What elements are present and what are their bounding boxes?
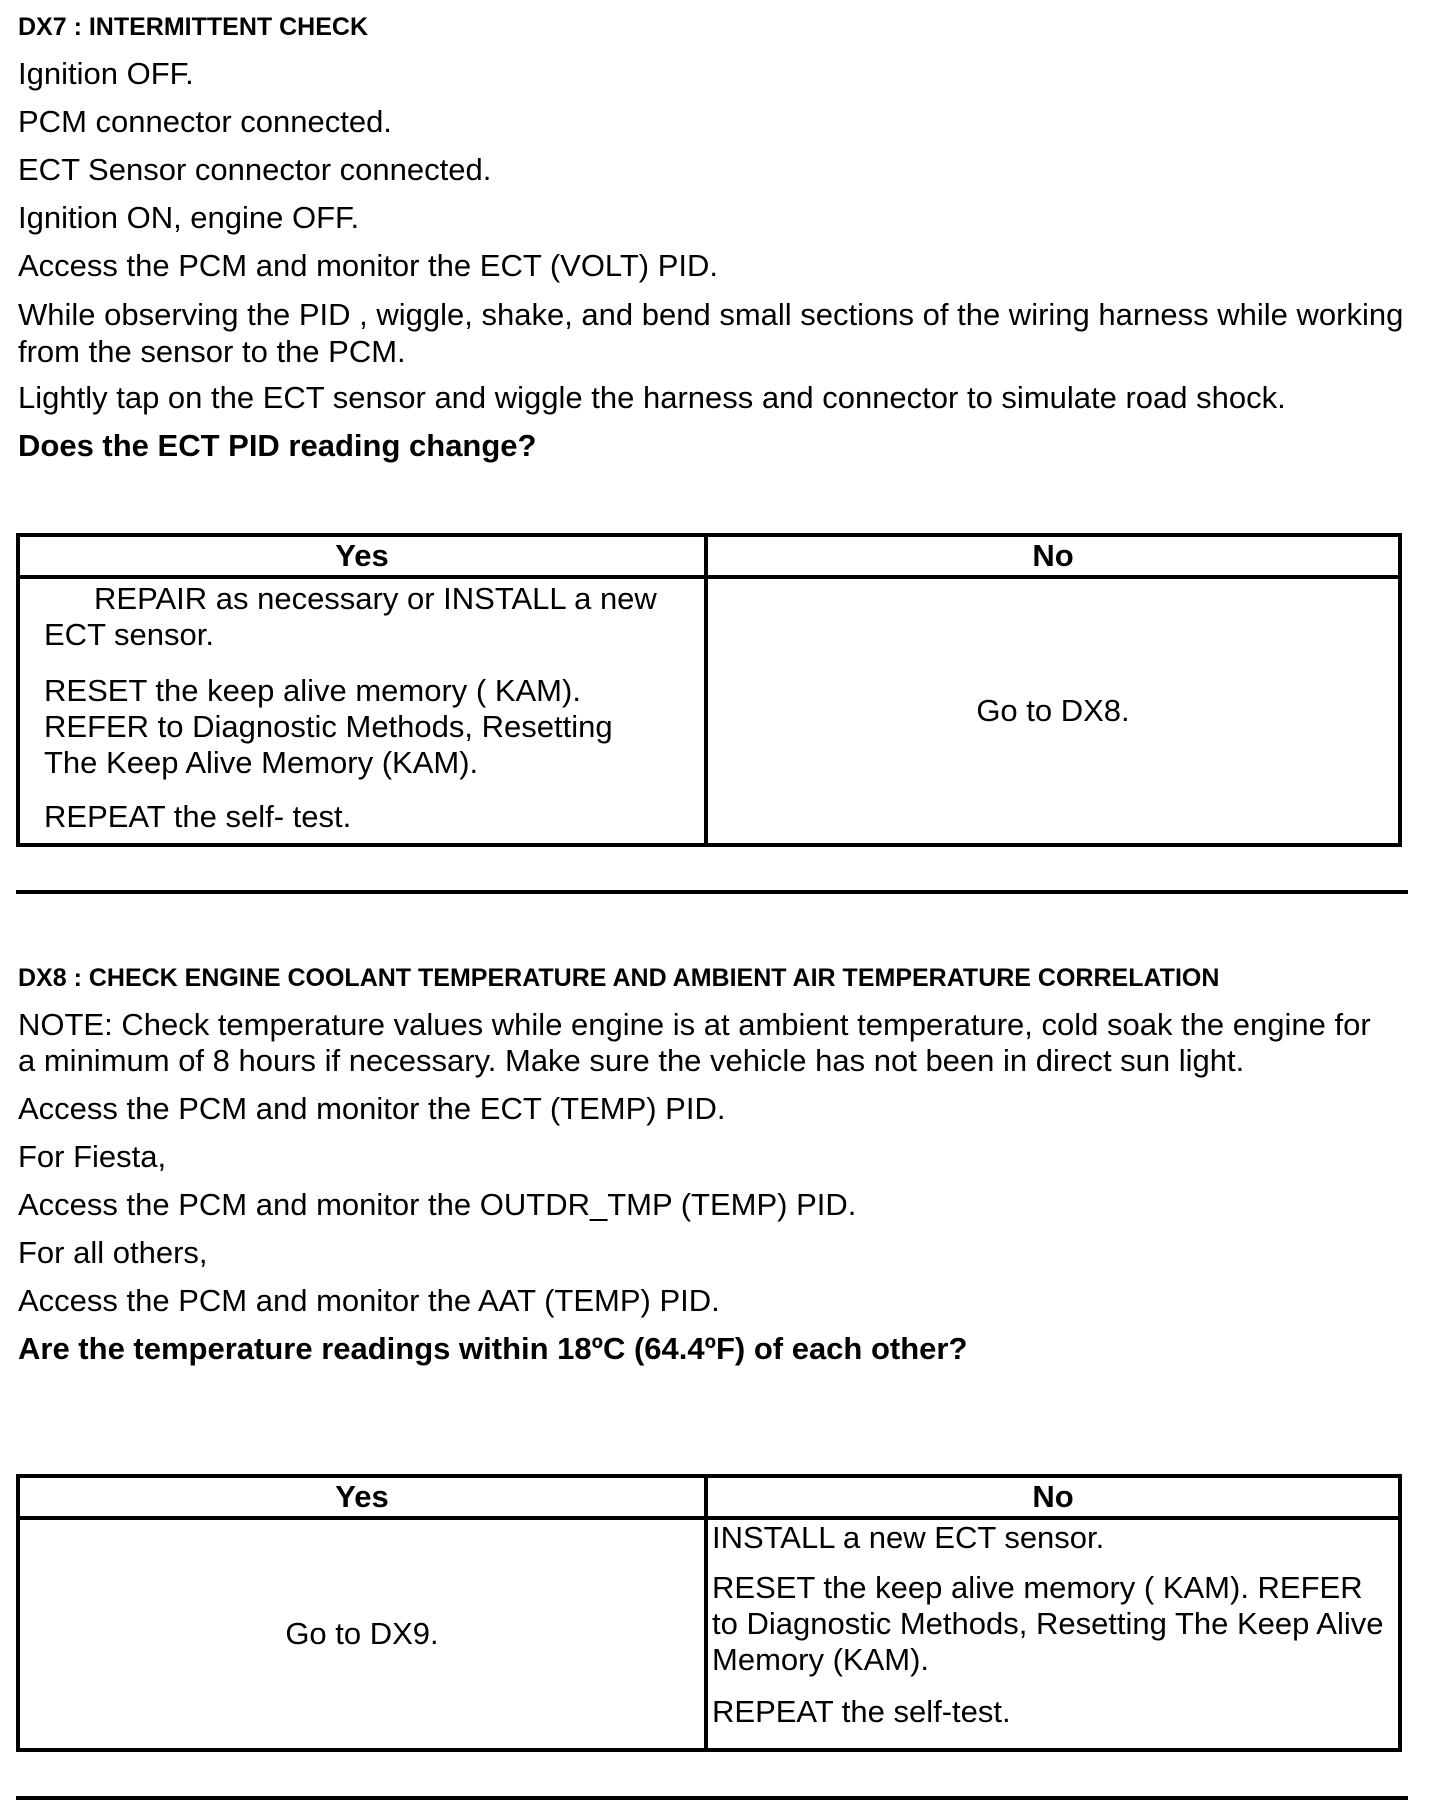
dx8-question: Are the temperature readings within 18ºC (64.4ºF) of each other? — [18, 1331, 968, 1366]
dx7-yes-repair-text: REPAIR as necessary or INSTALL a new ECT sensor. — [44, 581, 657, 652]
dx8-no-reset-text: RESET the keep alive memory ( KAM). REFER to Diagnostic Methods, Resetting The Keep Alive Memory (KAM). — [712, 1570, 1384, 1677]
dx7-step-7: Lightly tap on the ECT sensor and wiggle the harness and connector to simulate road shock. — [18, 380, 1286, 415]
bottom-divider — [16, 1796, 1408, 1800]
dx8-step-6: Access the PCM and monitor the AAT (TEMP) PID. — [18, 1283, 720, 1318]
dx7-heading: DX7 : INTERMITTENT CHECK — [18, 13, 368, 41]
dx7-no-header: No — [706, 535, 1400, 577]
dx8-note: NOTE: Check temperature values while engine is at ambient temperature, cold soak the engine for a minimum of 8 hours if necessary. Make sure the vehicle has not been in direct sun light. — [18, 1007, 1371, 1078]
dx7-step-6: While observing the PID , wiggle, shake, and bend small sections of the wiring harness while working from the sensor to the PCM. — [18, 297, 1404, 369]
dx8-section — [18, 963, 1418, 1367]
section-divider — [16, 890, 1408, 894]
dx7-no-cell — [706, 577, 1400, 845]
dx8-no-repeat-text: REPEAT the self-test. — [712, 1694, 1011, 1729]
dx7-step-5: Access the PCM and monitor the ECT (VOLT) PID. — [18, 248, 719, 283]
dx7-step-3: ECT Sensor connector connected. — [18, 152, 492, 187]
dx8-yes-cell — [18, 1518, 706, 1750]
dx7-no-text: Go to DX8. — [976, 693, 1130, 728]
dx8-yes-header: Yes — [18, 1476, 706, 1518]
dx8-step-4: Access the PCM and monitor the OUTDR_TMP (TEMP) PID. — [18, 1187, 857, 1222]
dx7-yes-cell — [18, 577, 706, 845]
dx7-result-table — [16, 533, 1402, 847]
dx8-table-header-row — [18, 1476, 1400, 1518]
dx7-step-1: Ignition OFF. — [18, 56, 194, 91]
dx7-yes-repeat-text: REPEAT the self- test. — [44, 799, 352, 834]
dx8-result-table — [16, 1474, 1402, 1752]
dx7-question: Does the ECT PID reading change? — [18, 428, 537, 463]
dx7-step-4: Ignition ON, engine OFF. — [18, 200, 360, 235]
dx8-heading: DX8 : CHECK ENGINE COOLANT TEMPERATURE AND AMBIENT AIR TEMPERATURE CORRELATION — [18, 964, 1220, 992]
dx8-no-cell — [706, 1518, 1400, 1750]
dx8-no-header: No — [706, 1476, 1400, 1518]
dx8-table-body-row — [18, 1518, 1400, 1750]
dx8-yes-text: Go to DX9. — [285, 1616, 439, 1651]
dx8-step-3: For Fiesta, — [18, 1139, 167, 1174]
dx7-table-body-row — [18, 577, 1400, 845]
dx7-yes-reset-text: RESET the keep alive memory ( KAM). REFER to Diagnostic Methods, Resetting The Keep Alive Memory (KAM). — [44, 673, 613, 780]
dx8-step-2: Access the PCM and monitor the ECT (TEMP) PID. — [18, 1091, 726, 1126]
dx8-no-install-text: INSTALL a new ECT sensor. — [712, 1520, 1105, 1555]
dx7-table-header-row — [18, 535, 1400, 577]
dx8-step-5: For all others, — [18, 1235, 208, 1270]
dx7-step-2: PCM connector connected. — [18, 104, 392, 139]
dx7-yes-header: Yes — [18, 535, 706, 577]
dx7-section — [18, 12, 1418, 464]
